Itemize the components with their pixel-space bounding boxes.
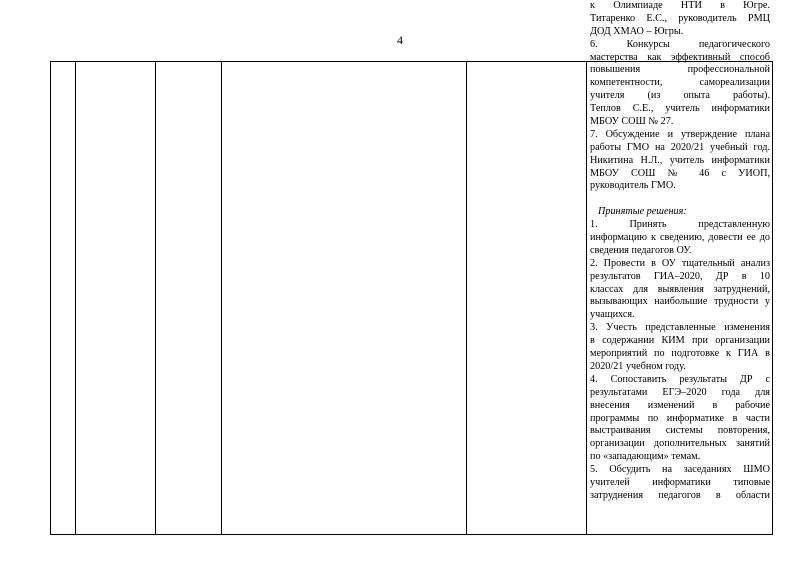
text-line: мастерства как эффективный способ: [590, 51, 770, 63]
text-line: работы ГМО на 2020/21 учебный год.: [590, 141, 770, 153]
text-line: ДОД ХМАО – Югры.: [590, 25, 684, 37]
column-divider: [155, 62, 156, 534]
text-line: к Олимпиаде НТИ в Югре.: [590, 0, 770, 11]
text-line: учащихся.: [590, 309, 635, 321]
text-line: выстраивания системы повторения,: [590, 425, 770, 437]
text-line: Теплов С.Е., учитель информатики: [590, 103, 770, 115]
column-divider: [75, 62, 76, 534]
text-line: внесения изменений в рабочие: [590, 399, 770, 411]
text-line: сведения педагогов ОУ.: [590, 244, 692, 256]
text-line: 5. Обсудить на заседаниях ШМО: [590, 464, 770, 476]
text-line: результатов ГИА–2020, ДР в 10: [590, 270, 770, 282]
text-line: учителя (из опыта работы).: [590, 90, 770, 102]
page-number: 4: [397, 33, 403, 47]
text-line: 2020/21 учебном году.: [590, 360, 686, 372]
text-line: 3. Учесть представленные изменения: [590, 322, 770, 334]
text-line: 7. Обсуждение и утверждение плана: [590, 128, 770, 140]
text-line: в содержании КИМ при организации: [590, 335, 770, 347]
text-line: Титаренко Е.С., руководитель РМЦ: [590, 12, 770, 24]
column-divider: [466, 62, 467, 534]
text-line: 2. Провести в ОУ тщательный анализ: [590, 257, 770, 269]
text-line: классах для выявления затруднений,: [590, 283, 770, 295]
text-line: программы по информатике в части: [590, 412, 770, 424]
text-line: МБОУ СОШ № 27.: [590, 116, 674, 128]
table-cell-text: [590, 0, 770, 503]
text-line: 1. Принять представленную: [590, 219, 770, 231]
section-heading: Принятые решения:: [598, 206, 687, 218]
text-line: информацию к сведению, довести ее до: [590, 232, 770, 244]
blank-line: [590, 193, 770, 206]
text-line: компетентности, самореализации: [590, 77, 770, 89]
text-line: МБОУ СОШ № 46 с УИОП,: [590, 167, 770, 179]
column-divider: [586, 62, 587, 534]
text-line: повышения профессиональной: [590, 64, 770, 76]
text-line: 6. Конкурсы педагогического: [590, 38, 770, 50]
text-line: 4. Сопоставить результаты ДР с: [590, 373, 770, 385]
text-line: мероприятий по подготовке к ГИА в: [590, 348, 770, 360]
text-line: по «западающим» темам.: [590, 451, 701, 463]
text-line: учителей информатики типовые: [590, 476, 770, 488]
text-line: руководитель ГМО.: [590, 180, 676, 192]
text-line: затруднения педагогов в области: [590, 489, 770, 501]
text-line: организации дополнительных занятий: [590, 438, 770, 450]
column-divider: [221, 62, 222, 534]
text-line: результатами ЕГЭ–2020 года для: [590, 386, 770, 398]
text-line: Никитина Н.Л., учитель информатики: [590, 154, 770, 166]
text-line: вызывающих наибольшие трудности у: [590, 296, 770, 308]
